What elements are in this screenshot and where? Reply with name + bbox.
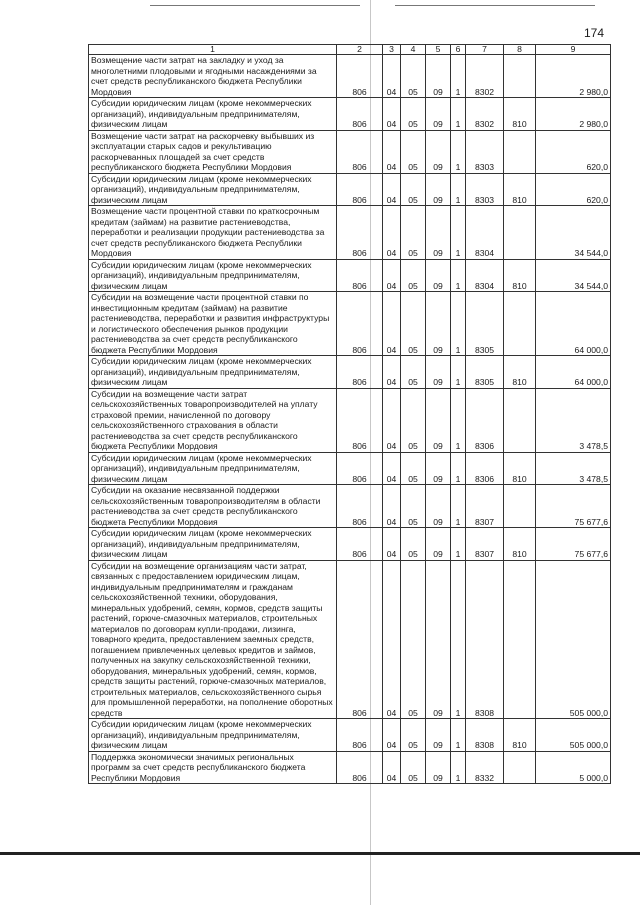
cell-target-c: 8307: [466, 528, 504, 561]
cell-subsection: 05: [401, 388, 426, 452]
page-number: 174: [583, 26, 604, 40]
cell-subsection: 05: [401, 560, 426, 719]
row-description: Субсидии на возмещение части процентной ставки по инвестиционным кредитам (займам) на развитие растениеводства, переработки и развития инфраструктуры и логистического обеспечения рынков продукции растениеводства за счет средств республиканского бюджета Республики Мордовия: [89, 292, 337, 356]
row-description: Возмещение части затрат на раскорчевку выбывших из эксплуатации старых садов и рекультивацию раскорчеванных площадей за счет средств республиканского бюджета Республики Мордовия: [89, 130, 337, 173]
column-header-1: 1: [89, 45, 337, 55]
cell-target-a: 09: [426, 452, 451, 485]
cell-expense-type: [504, 55, 536, 98]
table-row: [89, 528, 611, 561]
cell-target-a: 09: [426, 259, 451, 292]
row-description: Субсидии на возмещение части затрат сельскохозяйственных товаропроизводителей на уплату страховой премии, начисленной по договору сельскохозяйственного страхования в области растениеводства за счет средств республиканского бюджета Республики Мордовия: [89, 388, 337, 452]
table-row: [89, 719, 611, 752]
cell-amount: 64 000,0: [536, 292, 611, 356]
cell-section: 04: [383, 130, 401, 173]
row-description: Субсидии юридическим лицам (кроме некоммерческих организаций), индивидуальным предпринимателям, физическим лицам: [89, 528, 337, 561]
cell-amount: 34 544,0: [536, 206, 611, 260]
table-row: [89, 130, 611, 173]
cell-amount: 3 478,5: [536, 388, 611, 452]
row-description: Возмещение части процентной ставки по краткосрочным кредитам (займам) на развитие растениеводства, переработки и реализации продукции растениеводства за счет средств республиканского бюджета Республики Мордовия: [89, 206, 337, 260]
cell-section: 04: [383, 356, 401, 389]
cell-target-c: 8304: [466, 206, 504, 260]
cell-expense-type: 810: [504, 98, 536, 131]
cell-amount: 620,0: [536, 173, 611, 206]
top-rule-left: [150, 5, 360, 6]
cell-target-a: 09: [426, 206, 451, 260]
cell-admin-code: 806: [337, 560, 383, 719]
cell-target-a: 09: [426, 130, 451, 173]
cell-subsection: 05: [401, 356, 426, 389]
cell-target-b: 1: [451, 206, 466, 260]
cell-target-b: 1: [451, 98, 466, 131]
cell-target-b: 1: [451, 751, 466, 784]
cell-admin-code: 806: [337, 719, 383, 752]
cell-target-b: 1: [451, 485, 466, 528]
cell-admin-code: 806: [337, 356, 383, 389]
cell-expense-type: [504, 485, 536, 528]
cell-subsection: 05: [401, 452, 426, 485]
cell-section: 04: [383, 751, 401, 784]
cell-amount: 505 000,0: [536, 719, 611, 752]
cell-target-c: 8302: [466, 55, 504, 98]
cell-subsection: 05: [401, 528, 426, 561]
table-row: [89, 259, 611, 292]
cell-target-b: 1: [451, 173, 466, 206]
cell-target-c: 8332: [466, 751, 504, 784]
cell-admin-code: 806: [337, 485, 383, 528]
cell-target-a: 09: [426, 55, 451, 98]
budget-table: [88, 44, 611, 784]
cell-amount: 3 478,5: [536, 452, 611, 485]
row-description: Субсидии юридическим лицам (кроме некоммерческих организаций), индивидуальным предпринимателям, физическим лицам: [89, 356, 337, 389]
cell-target-a: 09: [426, 751, 451, 784]
cell-expense-type: [504, 560, 536, 719]
cell-admin-code: 806: [337, 528, 383, 561]
cell-amount: 5 000,0: [536, 751, 611, 784]
cell-admin-code: 806: [337, 751, 383, 784]
cell-section: 04: [383, 485, 401, 528]
row-description: Поддержка экономически значимых региональных программ за счет средств республиканского бюджета Республики Мордовия: [89, 751, 337, 784]
cell-amount: 2 980,0: [536, 55, 611, 98]
row-description: Возмещение части затрат на закладку и уход за многолетними плодовыми и ягодными насаждениями за счет средств республиканского бюджета Республики Мордовия: [89, 55, 337, 98]
cell-admin-code: 806: [337, 206, 383, 260]
row-description: Субсидии на возмещение организациям части затрат, связанных с предоставлением юридическим лицам, индивидуальным предпринимателям и гражданам сельскохозяйственной техники, оборудования, минеральных удобрений, семян, кормов, средств защиты растений, горюче-смазочных материалов, строительных материалов по договорам купли-продажи, лизинга, товарного кредита, предоставлением заемных средств, погашением привлеченных целевых кредитов и займов, полученных на закупку сельскохозяйственной техники, оборудования, минеральных удобрений, семян, кормов, средств защиты растений, горюче-смазочных материалов, строительных материалов, сельскохозяйственного сырья для промышленной переработки, на пополнение оборотных средств: [89, 560, 337, 719]
cell-target-c: 8303: [466, 130, 504, 173]
column-header-8: 8: [504, 45, 536, 55]
row-description: Субсидии на оказание несвязанной поддержки сельскохозяйственным товаропроизводителям в области растениеводства за счет средств республиканского бюджета Республики Мордовия: [89, 485, 337, 528]
column-header-9: 9: [536, 45, 611, 55]
table-row: [89, 292, 611, 356]
cell-expense-type: [504, 292, 536, 356]
row-description: Субсидии юридическим лицам (кроме некоммерческих организаций), индивидуальным предпринимателям, физическим лицам: [89, 452, 337, 485]
column-header-6: 6: [451, 45, 466, 55]
table-row: [89, 388, 611, 452]
cell-admin-code: 806: [337, 388, 383, 452]
cell-target-c: 8303: [466, 173, 504, 206]
table-row: [89, 356, 611, 389]
cell-target-c: 8302: [466, 98, 504, 131]
cell-target-b: 1: [451, 356, 466, 389]
cell-expense-type: 810: [504, 259, 536, 292]
table-row: [89, 751, 611, 784]
cell-subsection: 05: [401, 55, 426, 98]
cell-target-c: 8308: [466, 560, 504, 719]
cell-section: 04: [383, 98, 401, 131]
cell-amount: 64 000,0: [536, 356, 611, 389]
cell-admin-code: 806: [337, 55, 383, 98]
cell-expense-type: [504, 130, 536, 173]
cell-subsection: 05: [401, 292, 426, 356]
column-header-2: 2: [337, 45, 383, 55]
cell-target-c: 8307: [466, 485, 504, 528]
cell-section: 04: [383, 206, 401, 260]
cell-section: 04: [383, 292, 401, 356]
cell-target-c: 8308: [466, 719, 504, 752]
table-row: [89, 206, 611, 260]
cell-admin-code: 806: [337, 130, 383, 173]
cell-target-b: 1: [451, 130, 466, 173]
cell-subsection: 05: [401, 98, 426, 131]
cell-target-b: 1: [451, 292, 466, 356]
cell-section: 04: [383, 259, 401, 292]
cell-target-b: 1: [451, 452, 466, 485]
cell-section: 04: [383, 528, 401, 561]
cell-admin-code: 806: [337, 292, 383, 356]
table-row: [89, 560, 611, 719]
cell-expense-type: 810: [504, 356, 536, 389]
cell-amount: 75 677,6: [536, 485, 611, 528]
cell-subsection: 05: [401, 719, 426, 752]
column-header-3: 3: [383, 45, 401, 55]
cell-target-c: 8306: [466, 388, 504, 452]
cell-section: 04: [383, 560, 401, 719]
cell-target-b: 1: [451, 55, 466, 98]
cell-target-c: 8305: [466, 356, 504, 389]
table-row: [89, 173, 611, 206]
row-description: Субсидии юридическим лицам (кроме некоммерческих организаций), индивидуальным предпринимателям, физическим лицам: [89, 719, 337, 752]
cell-target-a: 09: [426, 173, 451, 206]
cell-amount: 75 677,6: [536, 528, 611, 561]
cell-expense-type: [504, 206, 536, 260]
cell-target-a: 09: [426, 719, 451, 752]
cell-section: 04: [383, 173, 401, 206]
cell-subsection: 05: [401, 173, 426, 206]
row-description: Субсидии юридическим лицам (кроме некоммерческих организаций), индивидуальным предпринимателям, физическим лицам: [89, 259, 337, 292]
bottom-border: [0, 852, 640, 855]
cell-admin-code: 806: [337, 98, 383, 131]
column-header-5: 5: [426, 45, 451, 55]
cell-section: 04: [383, 388, 401, 452]
cell-amount: 2 980,0: [536, 98, 611, 131]
cell-section: 04: [383, 55, 401, 98]
table-row: [89, 55, 611, 98]
cell-amount: 34 544,0: [536, 259, 611, 292]
cell-admin-code: 806: [337, 452, 383, 485]
cell-target-a: 09: [426, 560, 451, 719]
cell-target-a: 09: [426, 485, 451, 528]
cell-target-a: 09: [426, 356, 451, 389]
cell-expense-type: 810: [504, 719, 536, 752]
table-body: [89, 55, 611, 784]
cell-subsection: 05: [401, 130, 426, 173]
cell-section: 04: [383, 452, 401, 485]
table-row: [89, 452, 611, 485]
cell-target-c: 8304: [466, 259, 504, 292]
cell-target-c: 8305: [466, 292, 504, 356]
cell-target-a: 09: [426, 292, 451, 356]
cell-target-a: 09: [426, 388, 451, 452]
column-header-4: 4: [401, 45, 426, 55]
cell-amount: 505 000,0: [536, 560, 611, 719]
cell-admin-code: 806: [337, 173, 383, 206]
cell-amount: 620,0: [536, 130, 611, 173]
cell-subsection: 05: [401, 485, 426, 528]
cell-target-b: 1: [451, 528, 466, 561]
cell-subsection: 05: [401, 751, 426, 784]
cell-target-a: 09: [426, 98, 451, 131]
cell-section: 04: [383, 719, 401, 752]
cell-expense-type: [504, 388, 536, 452]
column-header-7: 7: [466, 45, 504, 55]
top-rule-right: [395, 5, 595, 6]
cell-target-b: 1: [451, 719, 466, 752]
cell-expense-type: 810: [504, 452, 536, 485]
header-row: [89, 45, 611, 55]
cell-subsection: 05: [401, 206, 426, 260]
cell-expense-type: 810: [504, 173, 536, 206]
table-row: [89, 98, 611, 131]
cell-target-b: 1: [451, 560, 466, 719]
cell-subsection: 05: [401, 259, 426, 292]
cell-target-b: 1: [451, 259, 466, 292]
cell-admin-code: 806: [337, 259, 383, 292]
cell-expense-type: 810: [504, 528, 536, 561]
cell-target-c: 8306: [466, 452, 504, 485]
table-row: [89, 485, 611, 528]
row-description: Субсидии юридическим лицам (кроме некоммерческих организаций), индивидуальным предпринимателям, физическим лицам: [89, 173, 337, 206]
cell-target-b: 1: [451, 388, 466, 452]
row-description: Субсидии юридическим лицам (кроме некоммерческих организаций), индивидуальным предпринимателям, физическим лицам: [89, 98, 337, 131]
cell-target-a: 09: [426, 528, 451, 561]
cell-expense-type: [504, 751, 536, 784]
